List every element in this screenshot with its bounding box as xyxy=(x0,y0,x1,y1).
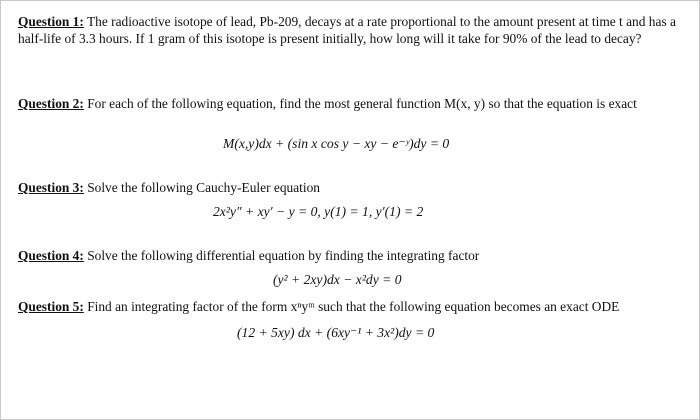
question-4-text: Solve the following differential equation by finding the integrating factor xyxy=(83,248,480,263)
question-5 xyxy=(18,298,678,315)
question-1-label: Question 1: xyxy=(18,14,84,29)
question-2-text: For each of the following equation, find the most general function M(x, y) so that the equation is exact xyxy=(83,96,637,111)
question-1-text: The radioactive isotope of lead, Pb-209, decays at a rate proportional to the amount present at time t and has a half-life of 3.3 hours. If 1 gram of this isotope is present initially, how long will it take for 90% of the lead to decay? xyxy=(18,14,676,46)
question-4-label: Question 4: xyxy=(18,248,84,263)
question-3 xyxy=(18,179,678,196)
question-3-equation: 2x²y″ + xy′ − y = 0, y(1) = 1, y′(1) = 2 xyxy=(213,204,424,219)
question-5-label: Question 5: xyxy=(18,299,84,314)
question-5-equation: (12 + 5xy) dx + (6xy⁻¹ + 3x²)dy = 0 xyxy=(237,325,435,340)
question-5-text: Find an integrating factor of the form xⁿyᵐ such that the following equation becomes an exact ODE xyxy=(83,299,620,314)
question-4 xyxy=(18,247,678,264)
question-4-equation: (y² + 2xy)dx − x²dy = 0 xyxy=(273,272,402,287)
question-2-label: Question 2: xyxy=(18,96,84,111)
question-3-text: Solve the following Cauchy-Euler equation xyxy=(83,180,320,195)
question-2-equation: M(x,y)dx + (sin x cos y − xy − e⁻ʸ)dy = 0 xyxy=(223,136,450,151)
question-2 xyxy=(18,95,678,112)
question-3-label: Question 3: xyxy=(18,180,84,195)
question-1 xyxy=(18,13,678,47)
